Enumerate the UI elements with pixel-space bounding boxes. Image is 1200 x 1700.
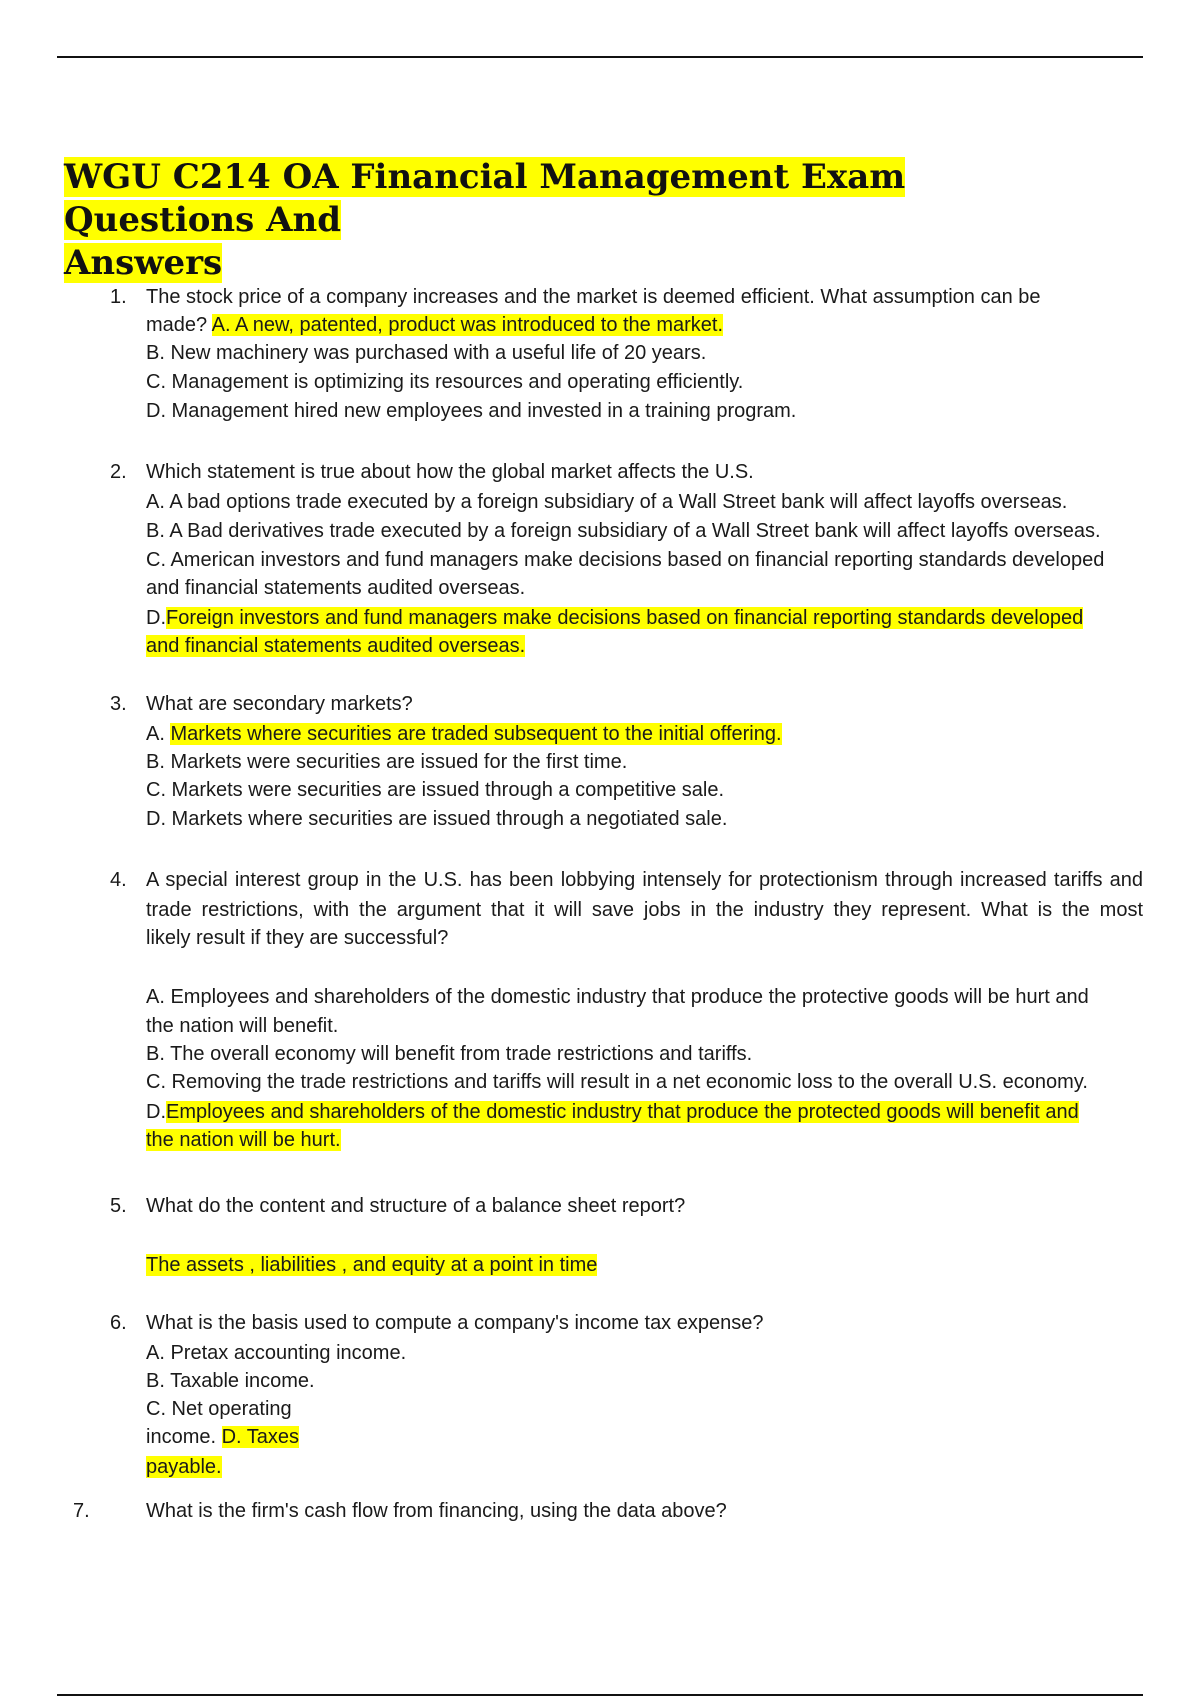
question-number: 1.: [110, 286, 127, 308]
question-stem: What is the basis used to compute a company's income tax expense?: [146, 1312, 764, 1334]
question-number: 7.: [73, 1500, 90, 1522]
question-stem: The stock price of a company increases and the market is deemed efficient. What assumption can be: [146, 286, 1041, 308]
answer-text-highlighted: Markets where securities are traded subsequent to the initial offering.: [170, 723, 782, 745]
option-b: B. Markets were securities are issued for the first time.: [146, 751, 628, 773]
title-line-1: WGU C214 OA Financial Management Exam Questions And: [64, 157, 906, 240]
top-rule: [57, 56, 1143, 58]
answer-text-highlighted: payable.: [146, 1456, 222, 1478]
answer-option-d-continued: [146, 1453, 222, 1481]
option-b: B. Taxable income.: [146, 1370, 315, 1392]
option-c: C. Net operating: [146, 1398, 292, 1420]
option-c-continued: and financial statements audited overseas.: [146, 577, 526, 599]
answer-option-a-highlighted: A. A new, patented, product was introduced to the market.: [211, 314, 724, 336]
bottom-rule: [57, 1694, 1143, 1696]
option-a: A. Pretax accounting income.: [146, 1342, 407, 1364]
option-b: B. New machinery was purchased with a useful life of 20 years.: [146, 342, 707, 364]
answer-option-d-highlighted: D. Taxes: [221, 1426, 300, 1448]
answer-option-d: [146, 1098, 1079, 1126]
question-stem: What are secondary markets?: [146, 693, 413, 715]
option-a: A. Employees and shareholders of the domestic industry that produce the protective goods will be hurt and: [146, 986, 1089, 1008]
question-number: 3.: [110, 693, 127, 715]
answer-text-highlighted: and financial statements audited overseas.: [146, 635, 526, 657]
option-c-continued: [146, 1423, 299, 1451]
option-d: D. Markets where securities are issued through a negotiated sale.: [146, 808, 728, 830]
question-number: 5.: [110, 1195, 127, 1217]
question-number: 4.: [110, 869, 127, 891]
option-a: A. A bad options trade executed by a foreign subsidiary of a Wall Street bank will affect layoffs overseas.: [146, 491, 1068, 513]
answer-option-d-continued: [146, 632, 525, 660]
question-number: 2.: [110, 461, 127, 483]
answer: [146, 1251, 597, 1279]
option-c: C. Management is optimizing its resources and operating efficiently.: [146, 371, 744, 393]
question-stem: A special interest group in the U.S. has been lobbying intensely for protectionism through increased tariffs and: [146, 869, 1143, 891]
answer-option-d: [146, 604, 1083, 632]
answer-text-highlighted: The assets , liabilities , and equity at a point in time: [146, 1254, 598, 1276]
question-stem-end: likely result if they are successful?: [146, 927, 449, 949]
option-a-continued: the nation will benefit.: [146, 1015, 339, 1037]
document-title: [64, 156, 1064, 285]
option-d: D. Management hired new employees and invested in a training program.: [146, 400, 797, 422]
answer-text-highlighted: Foreign investors and fund managers make decisions based on financial reporting standards developed: [166, 607, 1084, 629]
option-b: B. A Bad derivatives trade executed by a foreign subsidiary of a Wall Street bank will affect layoffs overseas.: [146, 520, 1101, 542]
title-line-2: Answers: [64, 243, 223, 283]
option-b: B. The overall economy will benefit from trade restrictions and tariffs.: [146, 1043, 753, 1065]
option-letter: D.: [146, 607, 166, 629]
option-letter: A.: [146, 723, 165, 745]
answer-option-a: [146, 720, 782, 748]
question-stem-continued: [146, 311, 723, 339]
answer-option-d-continued: [146, 1126, 341, 1154]
option-c: C. American investors and fund managers make decisions based on financial reporting standards developed: [146, 549, 1105, 571]
question-stem-continued: trade restrictions, with the argument that it will save jobs in the industry they represent. What is the most: [146, 899, 1143, 921]
option-c-end: income.: [146, 1426, 217, 1448]
question-number: 6.: [110, 1312, 127, 1334]
question-stem: What is the firm's cash flow from financing, using the data above?: [146, 1500, 727, 1522]
option-c: C. Removing the trade restrictions and tariffs will result in a net economic loss to the overall U.S. economy.: [146, 1071, 1088, 1093]
answer-text-highlighted: the nation will be hurt.: [146, 1129, 341, 1151]
option-c: C. Markets were securities are issued through a competitive sale.: [146, 779, 725, 801]
question-stem-end: made?: [146, 314, 208, 336]
question-stem: Which statement is true about how the global market affects the U.S.: [146, 461, 754, 483]
answer-text-highlighted: Employees and shareholders of the domestic industry that produce the protected goods will benefit and: [166, 1101, 1079, 1123]
question-stem: What do the content and structure of a balance sheet report?: [146, 1195, 686, 1217]
option-letter: D.: [146, 1101, 166, 1123]
